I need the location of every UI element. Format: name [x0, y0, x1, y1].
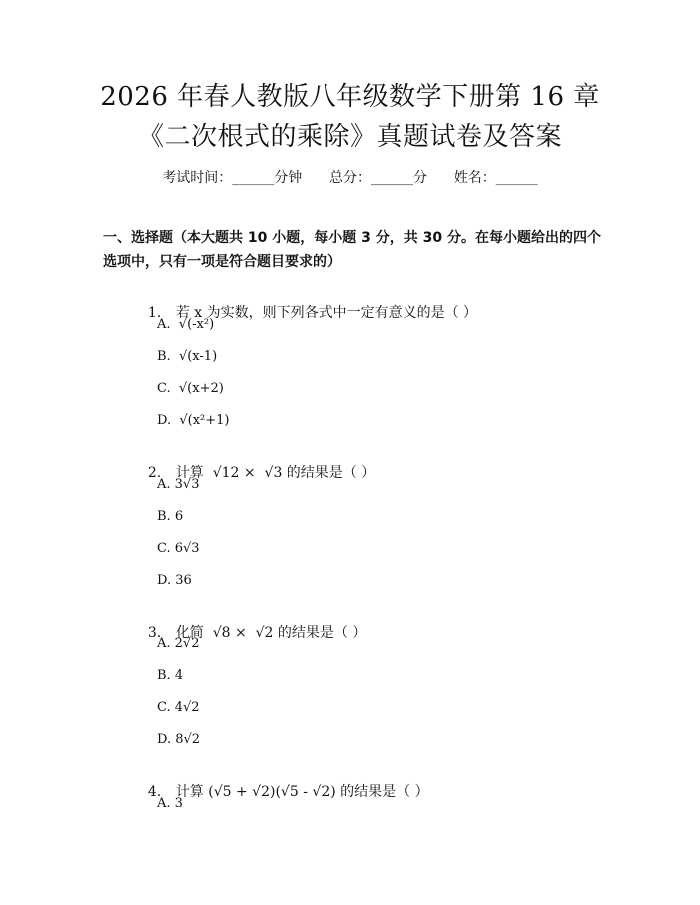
document-title-line-2: 《二次根式的乘除》真题试卷及答案 [137, 122, 562, 152]
option-2c: C. 6√3 [157, 541, 200, 556]
question-text: 若 x 为实数，则下列各式中一定有意义的是（ ） [175, 305, 478, 321]
question-number: 1. [147, 305, 162, 321]
section-heading: 一、选择题（本大题共 10 小题，每小题 3 分，共 30 分。在每小题给出的四个选项中，只有一项是符合题目要求的） [103, 230, 601, 270]
option-3d: D. 8√2 [157, 732, 201, 747]
question-text: 计算 √12 × √3 的结果是（ ） [175, 465, 376, 481]
question-number: 2. [147, 465, 162, 481]
option-2b: B. 6 [157, 509, 184, 524]
question-text: 化简 √8 × √2 的结果是（ ） [175, 625, 367, 641]
option-1b: B. √(x-1) [157, 349, 218, 364]
option-1d: D. √(x²+1) [157, 413, 230, 428]
option-1c: C. √(x+2) [157, 381, 224, 396]
option-4a: A. 3 [157, 796, 183, 811]
question-number: 3. [147, 625, 162, 641]
option-3a: A. 2√2 [157, 636, 200, 651]
option-2a: A. 3√3 [157, 477, 200, 492]
question-text: 计算 (√5 + √2)(√5 - √2) 的结果是（ ） [175, 784, 429, 800]
question-number: 4. [147, 784, 162, 800]
document-title-line-1: 2026 年春人教版八年级数学下册第 16 章 [100, 82, 600, 112]
question-3 [130, 603, 366, 663]
option-3b: B. 4 [157, 668, 184, 683]
option-3c: C. 4√2 [157, 700, 200, 715]
exam-meta-line: 考试时间：______分钟 总分：______分 姓名：______ [162, 170, 538, 186]
option-2d: D. 36 [157, 573, 192, 588]
option-1a: A. √(-x²) [157, 317, 215, 332]
